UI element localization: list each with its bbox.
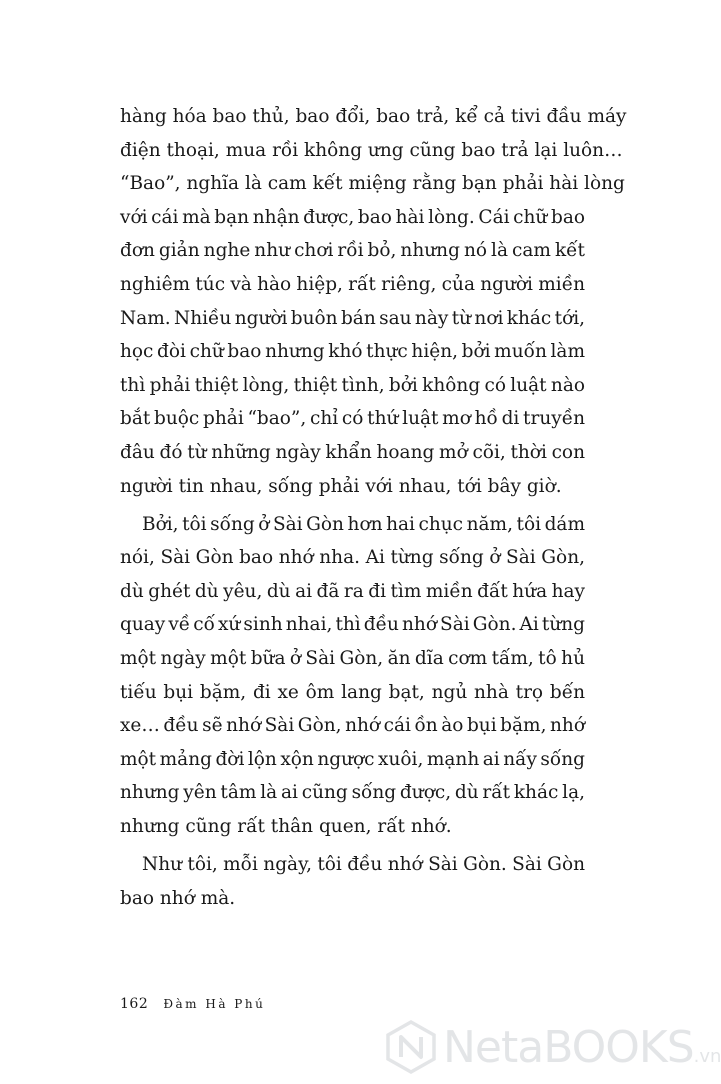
text-line: dù ghét dù yêu, dù ai đã ra đi tìm miền đất hứa hay bbox=[120, 580, 585, 602]
text-line: xe… đều sẽ nhớ Sài Gòn, nhớ cái ồn ào bụi bặm, nhớ bbox=[120, 715, 585, 737]
text-line: hàng hóa bao thủ, bao đổi, bao trả, kể cả tivi đầu máy bbox=[120, 106, 627, 127]
text-line: Như tôi, mỗi ngày, tôi đều nhớ Sài Gòn. Sài Gòn bbox=[142, 854, 585, 876]
paragraph bbox=[120, 100, 627, 503]
text-line: “Bao”, nghĩa là cam kết miệng rằng bạn phải hài lòng bbox=[120, 173, 625, 195]
text-line: đâu đó từ những ngày khẩn hoang mở cõi, thời con bbox=[120, 441, 585, 463]
text-line: quay về cố xứ sinh nhai, thì đều nhớ Sài Gòn. Ai từng bbox=[120, 614, 585, 636]
netabooks-logo-icon bbox=[383, 1019, 439, 1075]
text-line: bao nhớ mà. bbox=[120, 887, 236, 909]
text-line: một mảng đời lộn xộn ngược xuôi, mạnh ai nấy sống bbox=[120, 748, 585, 770]
running-author: Đàm Hà Phú bbox=[163, 997, 266, 1011]
text-line: đơn giản nghe như chơi rồi bỏ, nhưng nó là cam kết bbox=[120, 240, 585, 262]
text-line: tiếu bụi bặm, đi xe ôm lang bạt, ngủ nhà trọ bến bbox=[120, 681, 585, 703]
text-line: người tin nhau, sống phải với nhau, tới bây giờ. bbox=[120, 475, 562, 497]
text-line: điện thoại, mua rồi không ưng cũng bao trả lại luôn… bbox=[120, 139, 623, 161]
paragraph bbox=[120, 848, 585, 915]
text-line: học đòi chữ bao nhưng khó thực hiện, bởi muốn làm bbox=[120, 341, 586, 363]
text-line: nhưng cũng rất thân quen, rất nhớ. bbox=[120, 815, 452, 837]
text-line: Nam. Nhiều người buôn bán sau này từ nơi khác tới, bbox=[120, 307, 585, 329]
text-line: nói, Sài Gòn bao nhớ nha. Ai từng sống ở Sài Gòn, bbox=[120, 547, 585, 569]
text-line: một ngày một bữa ở Sài Gòn, ăn dĩa cơm tấm, tô hủ bbox=[120, 648, 585, 669]
text-line: nghiêm túc và hào hiệp, rất riêng, của người miền bbox=[120, 273, 585, 295]
body-text bbox=[120, 100, 627, 915]
text-line: bắt buộc phải “bao”, chỉ có thứ luật mơ hồ di truyền bbox=[120, 408, 585, 430]
text-line: với cái mà bạn nhận được, bao hài lòng. Cái chữ bao bbox=[120, 206, 585, 228]
text-line: thì phải thiệt lòng, thiệt tình, bởi không có luật nào bbox=[120, 374, 585, 396]
text-line: nhưng yên tâm là ai cũng sống được, dù rất khác lạ, bbox=[120, 782, 585, 804]
watermark-suffix: .vn bbox=[693, 1045, 721, 1067]
page-footer bbox=[120, 993, 265, 1012]
watermark bbox=[383, 1012, 721, 1082]
watermark-text bbox=[443, 1022, 721, 1073]
watermark-brand: NetaBOOKS bbox=[443, 1021, 694, 1073]
page-number: 162 bbox=[120, 996, 149, 1012]
paragraph bbox=[120, 508, 585, 844]
text-line: Bởi, tôi sống ở Sài Gòn hơn hai chục năm, tôi dám bbox=[142, 513, 585, 535]
